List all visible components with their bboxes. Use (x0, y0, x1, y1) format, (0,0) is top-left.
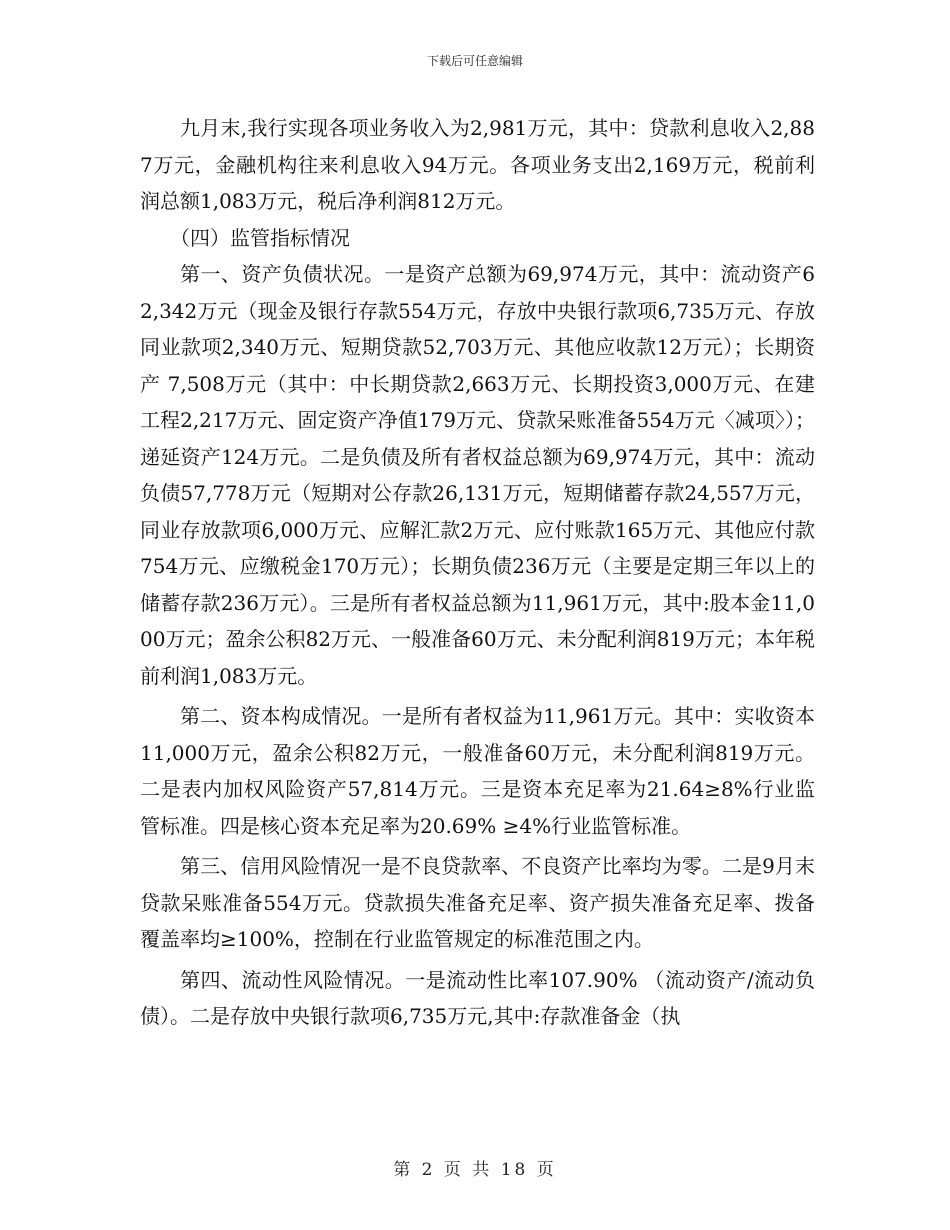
document-body (140, 110, 815, 1035)
paragraph-capital-structure: 第二、资本构成情况。一是所有者权益为11,961万元。其中：实收资本11,000万元，盈余公积82万元，一般准备60万元，未分配利润819万元。二是表内加权风险资产57,814万元。三是资本充足率为21.64≥8%行业监管标准。四是核心资本充足率为20.69% ≥4%行业监管标准。 (140, 704, 815, 838)
page-footer: 第 2 页 共 18 页 (393, 1160, 557, 1180)
paragraph-liquidity-risk: 第四、流动性风险情况。一是流动性比率107.90% （流动资产/流动负债）。二是存放中央银行款项6,735万元,其中:存款准备金（执 (140, 967, 815, 1028)
paragraph-credit-risk: 第三、信用风险情况一是不良贷款率、不良资产比率均为零。二是9月末贷款呆账准备554万元。贷款损失准备充足率、资产损失准备充足率、拨备覆盖率均≥100%，控制在行业监管规定的标准范围之内。 (140, 854, 815, 951)
paragraph-balance-sheet: 第一、资产负债状况。一是资产总额为69,974万元，其中：流动资产62,342万元（现金及银行存款554万元，存放中央银行款项6,735万元、存放同业款项2,340万元、短期贷款52,703万元、其他应收款12万元）；长期资产 7,508万元（其中：中长期贷款2,663万元、长期投资3,000万元、在建工程2,217万元、固定资产净值179万元、贷款呆账准备554万元〈减项〉）；递延资产124万元。二是负债及所有者权益总额为69,974万元，其中：流动负债57,778万元（短期对公存款26,131万元，短期储蓄存款24,557万元，同业存放款项6,000万元、应解汇款2万元、应付账款165万元、其他应付款754万元、应缴税金170万元）；长期负债236万元（主要是定期三年以上的储蓄存款236万元）。三是所有者权益总额为11,961万元，其中:股本金11,000万元；盈余公积82万元、一般准备60万元、未分配利润819万元；本年税前利润1,083万元。 (140, 262, 815, 688)
page-header: 下载后可任意编辑 (426, 54, 523, 68)
section-heading-regulatory-indicators: （四）监管指标情况 (170, 225, 350, 250)
paragraph-income: 九月末,我行实现各项业务收入为2,981万元，其中：贷款利息收入2,887万元，金融机构往来利息收入94万元。各项业务支出2,169万元，税前利润总额1,083万元，税后净利润812万元。 (140, 116, 815, 213)
